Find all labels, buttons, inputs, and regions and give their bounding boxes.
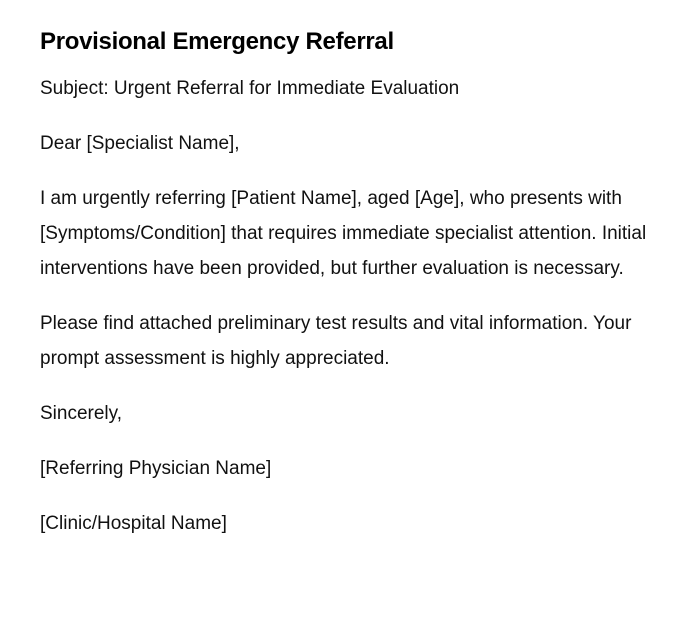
subject-line: Subject: Urgent Referral for Immediate Evaluation (40, 78, 460, 99)
signer-name: [Referring Physician Name] (40, 458, 272, 479)
body-paragraph-referral: I am urgently referring [Patient Name], aged [Age], who presents with [Symptoms/Condition] that requires immediate specialist attention. Initial interventions have been provided, but further evaluation is necessary. (40, 188, 647, 279)
closing: Sincerely, (40, 403, 123, 424)
document-title: Provisional Emergency Referral (40, 28, 394, 55)
organization-name: [Clinic/Hospital Name] (40, 513, 227, 534)
body-paragraph-attachments: Please find attached preliminary test results and vital information. Your prompt assessment is highly appreciated. (40, 313, 632, 369)
salutation: Dear [Specialist Name], (40, 133, 240, 154)
